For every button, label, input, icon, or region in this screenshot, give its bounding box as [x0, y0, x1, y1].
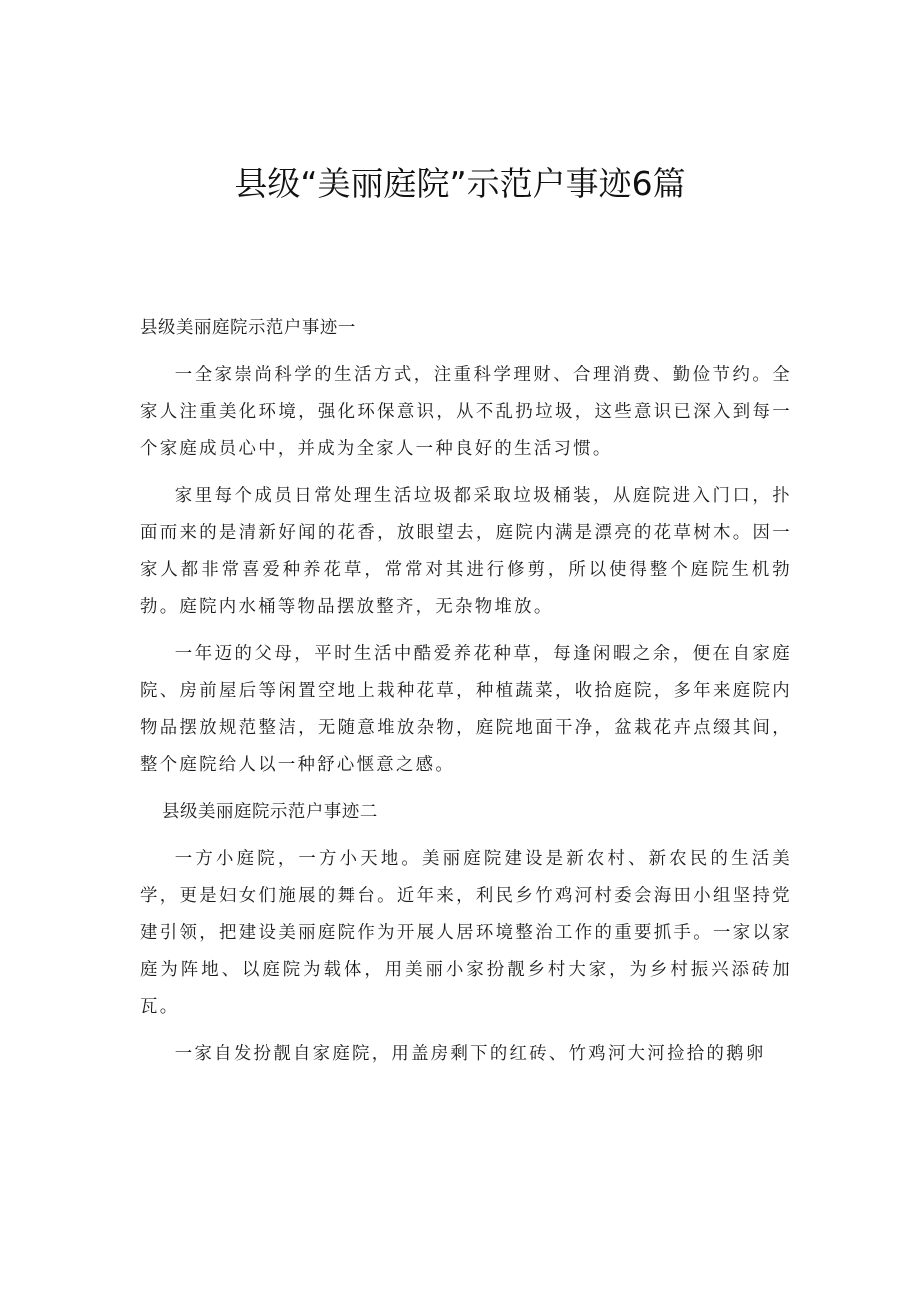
document-body: [140, 310, 792, 1083]
section-heading-1: 县级美丽庭院示范户事迹一: [140, 318, 356, 338]
paragraph: 一全家崇尚科学的生活方式，注重科学理财、合理消费、勤俭节约。全家人注重美化环境，强化环保意识，从不乱扔垃圾，这些意识已深入到每一个家庭成员心中，并成为全家人一种良好的生活习惯。: [140, 365, 792, 459]
paragraph: 一家自发扮靓自家庭院，用盖房剩下的红砖、竹鸡河大河捡拾的鹅卵: [174, 1044, 766, 1064]
paragraph: 一方小庭院，一方小天地。美丽庭院建设是新农村、新农民的生活美学，更是妇女们施展的舞台。近年来，利民乡竹鸡河村委会海田小组坚持党建引领，把建设美丽庭院作为开展人居环境整治工作的重要抓手。一家以家庭为阵地、以庭院为载体，用美丽小家扮靓乡村大家，为乡村振兴添砖加瓦。: [140, 849, 792, 1017]
paragraph: 一年迈的父母，平时生活中酷爱养花种草，每逢闲暇之余，便在自家庭院、房前屋后等闲置空地上栽种花草，种植蔬菜，收拾庭院，多年来庭院内物品摆放规范整洁，无随意堆放杂物，庭院地面干净，盆栽花卉点缀其间，整个庭院给人以一种舒心惬意之感。: [140, 644, 792, 775]
section-heading-2: 县级美丽庭院示范户事迹二: [162, 802, 378, 822]
paragraph: 家里每个成员日常处理生活垃圾都采取垃圾桶装，从庭院进入门口，扑面而来的是清新好闻的花香，放眼望去，庭院内满是漂亮的花草树木。因一家人都非常喜爱种养花草，常常对其进行修剪，所以使得整个庭院生机勃勃。庭院内水桶等物品摆放整齐，无杂物堆放。: [140, 486, 792, 617]
document-title: 县级“美丽庭院”示范户事迹6篇: [234, 164, 686, 203]
